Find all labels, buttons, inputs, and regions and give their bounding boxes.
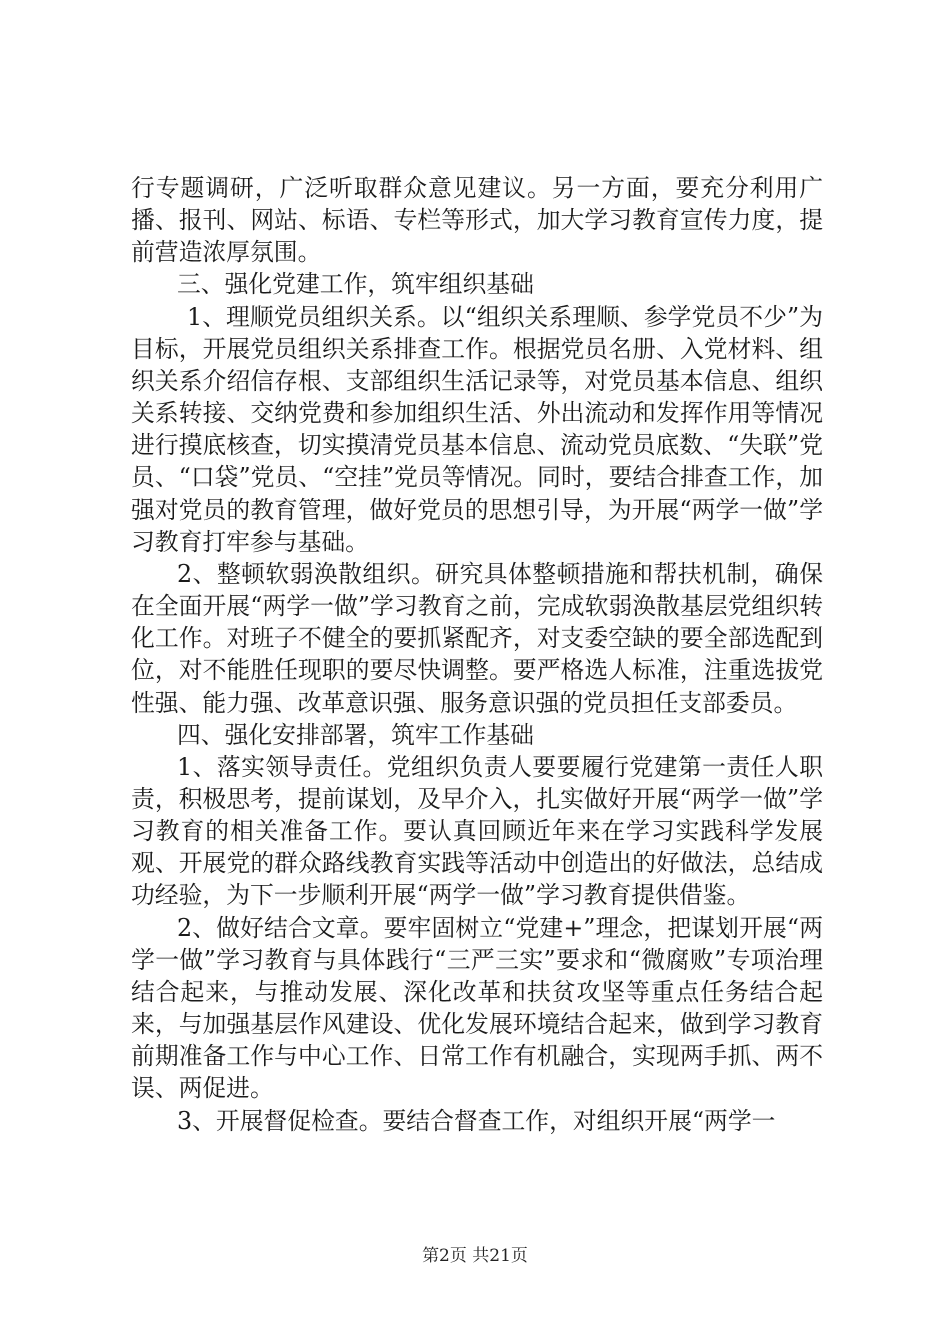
- document-body: [131, 172, 823, 1137]
- paragraph-4-3: 3、开展督促检查。要结合督查工作，对组织开展“两学一: [177, 1106, 776, 1135]
- paragraph-3-1: 1、理顺党员组织关系。以“组织关系理顺、参学党员不少”为目标，开展党员组织关系排查工作。根据党员名册、入党材料、组织关系介绍信存根、支部组织生活记录等，对党员基本信息、组织关系转接、交纳党费和参加组织生活、外出流动和发挥作用等情况进行摸底核查，切实摸清党员基本信息、流动党员底数、“失联”党员、“口袋”党员、“空挂”党员等情况。同时，要结合排查工作，加强对党员的教育管理，做好党员的思想引导，为开展“两学一做”学习教育打牢参与基础。: [131, 302, 823, 556]
- section-heading-4: 四、强化安排部署，筑牢工作基础: [177, 720, 534, 749]
- page-footer: 第2页 共21页: [422, 1246, 528, 1266]
- paragraph-4-1: 1、落实领导责任。党组织负责人要要履行党建第一责任人职责，积极思考，提前谋划，及早介入，扎实做好开展“两学一做”学习教育的相关准备工作。要认真回顾近年来在学习实践科学发展观、开展党的群众路线教育实践等活动中创造出的好做法，总结成功经验，为下一步顺利开展“两学一做”学习教育提供借鉴。: [131, 752, 823, 910]
- section-heading-3: 三、强化党建工作，筑牢组织基础: [177, 270, 534, 299]
- paragraph-continuation: 行专题调研，广泛听取群众意见建议。另一方面，要充分利用广播、报刊、网站、标语、专栏等形式，加大学习教育宣传力度，提前营造浓厚氛围。: [131, 174, 823, 267]
- paragraph-4-2: 2、做好结合文章。要牢固树立“党建+”理念，把谋划开展“两学一做”学习教育与具体践行“三严三实”要求和“微腐败”专项治理结合起来，与推动发展、深化改革和扶贫攻坚等重点任务结合起来，与加强基层作风建设、优化发展环境结合起来，做到学习教育前期准备工作与中心工作、日常工作有机融合，实现两手抓、两不误、两促进。: [131, 913, 823, 1103]
- paragraph-3-2: 2、整顿软弱涣散组织。研究具体整顿措施和帮扶机制，确保在全面开展“两学一做”学习教育之前，完成软弱涣散基层党组织转化工作。对班子不健全的要抓紧配齐，对支委空缺的要全部选配到位，对不能胜任现职的要尽快调整。要严格选人标准，注重选拔党性强、能力强、改革意识强、服务意识强的党员担任支部委员。: [131, 559, 823, 717]
